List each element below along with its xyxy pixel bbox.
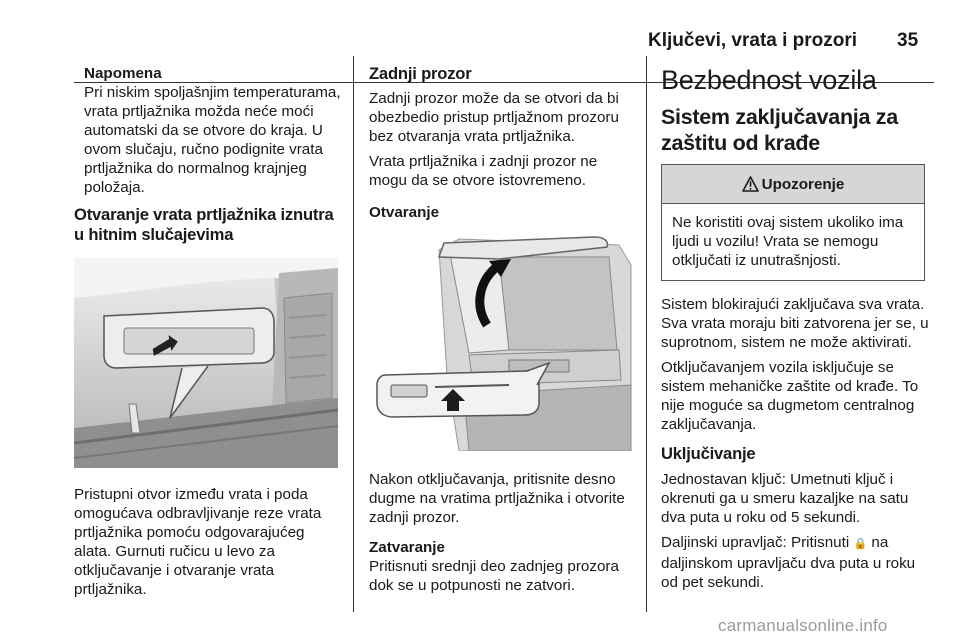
rear-window-paragraph-2: Vrata prtljažnika i zadnji prozor ne mogu da se otvore istovremeno. xyxy=(369,153,598,189)
opening-paragraph: Nakon otključavanja, pritisnite desno dugme na vratima prtljažnika i otvorite zadnji prozor. xyxy=(369,471,625,526)
closing-subheading: Zatvaranje xyxy=(369,539,445,556)
rear-window-paragraph-1: Zadnji prozor može da se otvori da bi obezbedio pristup prtljažnom prozoru bez otvaranja vrata prtljažnika. xyxy=(369,90,619,145)
lock-icon: 🔒 xyxy=(853,538,868,550)
warning-label: Upozorenje xyxy=(761,175,845,193)
remote-text-b: na daljinskom upravljaču dva puta u roku od pet sekundi. xyxy=(661,534,916,591)
column-3 xyxy=(661,64,933,592)
warning-box xyxy=(661,164,925,281)
rear-window-heading: Zadnji prozor xyxy=(369,64,472,83)
section-title: Ključevi, vrata i prozori xyxy=(648,30,858,51)
column-2 xyxy=(369,64,633,595)
watermark: carmanualsonline.info xyxy=(718,616,888,635)
remote-text-a: Daljinski upravljač: Pritisnuti xyxy=(661,534,850,551)
column-divider-1 xyxy=(353,56,354,612)
closing-paragraph: Pritisnuti srednji deo zadnjeg prozora dok se u potpunosti ne zatvori. xyxy=(369,558,619,594)
warning-text: Ne koristiti ovaj sistem ukoliko ima ljudi u vozilu! Vrata se nemogu otključati iz unutrašnjosti. xyxy=(672,214,904,269)
column-1 xyxy=(74,64,342,599)
warning-header xyxy=(662,165,924,204)
activation-heading: Uključivanje xyxy=(661,444,756,463)
page-number: 35 xyxy=(897,30,919,51)
note-block xyxy=(74,64,342,197)
page-header xyxy=(0,30,960,56)
section-subtitle: Sistem zaključavanja za zaštitu od krađe xyxy=(661,105,898,155)
column-divider-2 xyxy=(646,56,647,612)
anti-theft-paragraph-2: Otključavanjem vozila isključuje se sistem mehaničke zaštite od krađe. To nije moguće sa dugmetom centralnog zaključavanja. xyxy=(661,359,919,433)
key-activation-paragraph: Jednostavan ključ: Umetnuti ključ i okrenuti ga u smeru kazaljke na satu dva puta u roku od 5 sekundi. xyxy=(661,471,909,526)
rear-window-illustration xyxy=(369,235,633,451)
anti-theft-paragraph-1: Sistem blokirajući zaključava sva vrata. Sva vrata moraju biti zatvorena jer se, u suprotnom, sistem ne može aktivirati. xyxy=(661,296,929,351)
section-heading: Otvaranje vrata prtljažnika iznutra u hitnim slučajevima xyxy=(74,205,334,244)
opening-subheading: Otvaranje xyxy=(369,204,440,221)
chapter-title: Bezbednost vozila xyxy=(661,65,877,95)
note-title: Napomena xyxy=(84,65,162,82)
warning-triangle-icon xyxy=(742,176,759,192)
note-text: Pri niskim spoljašnjim temperaturama, vrata prtljažnika možda neće moći automatski da se otvore do kraja. U ovom slučaju, ručno podignite vrata prtljažnika do normalnog krajnjeg položaja. xyxy=(84,84,341,196)
remote-activation-paragraph xyxy=(661,533,933,592)
emergency-release-illustration xyxy=(74,258,338,468)
emergency-release-paragraph: Pristupni otvor između vrata i poda omogućava odbravljivanje reze vrata prtljažnika pomoću odgovarajućeg alata. Gurnuti ručicu u levo za otključavanje i otvaranje vrata prtljažnika. xyxy=(74,486,322,598)
